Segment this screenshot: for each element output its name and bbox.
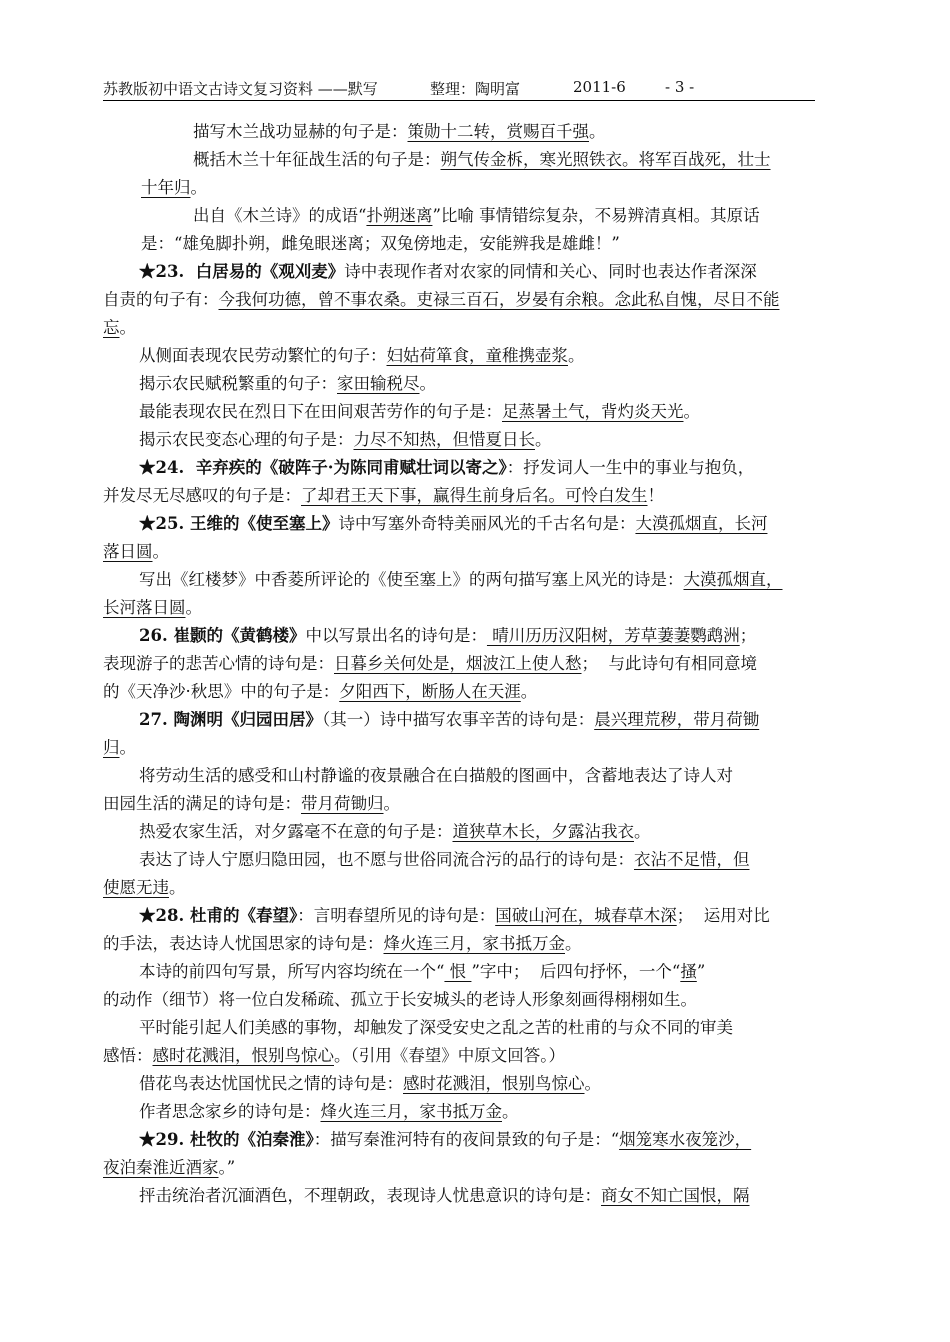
- prompt-text: ”: [696, 962, 706, 981]
- answer-text: 使愿无违: [103, 878, 169, 897]
- text-line: [103, 510, 851, 538]
- prompt-text: 表现游子的悲苦心情的诗句是：: [103, 654, 334, 673]
- prompt-text: 。: [520, 682, 538, 701]
- answer-text: 足蒸暑土气，背灼炎天光: [502, 402, 684, 421]
- header-editor: 整理：陶明富: [430, 80, 521, 98]
- prompt-text: 。: [584, 1074, 601, 1093]
- document-body: [103, 118, 851, 1210]
- answer-text: 烽火连三月，家书抵万金: [383, 934, 565, 953]
- prompt-text: 。: [419, 374, 436, 393]
- text-line: [103, 342, 851, 370]
- answer-text: 感时花溅泪，恨别鸟惊心: [152, 1046, 334, 1065]
- text-line: [103, 762, 851, 790]
- prompt-text: 诗中表现作者对农家的同情和关心、同时也表达作者深深: [344, 262, 757, 281]
- text-line: [103, 1182, 851, 1210]
- text-line: [103, 118, 851, 146]
- prompt-text: （其一）诗中描写农事辛苦的诗句是：: [321, 710, 595, 729]
- prompt-text: 揭示农民变态心理的句子是：: [139, 430, 354, 449]
- prompt-text: 中以写景出名的诗句是：: [305, 626, 487, 645]
- text-line: [103, 734, 851, 762]
- prompt-text: 。”: [218, 1158, 236, 1177]
- prompt-text: 平时能引起人们美感的事物，却触发了深受安史之乱之苦的杜甫的与众不同的审美: [139, 1018, 733, 1037]
- answer-text: 衣沾不足惜，但: [634, 850, 750, 869]
- answer-text: 夕阳西下，断肠人在天涯: [339, 682, 521, 701]
- prompt-text: 借花鸟表达忧国忧民之情的诗句是：: [139, 1074, 403, 1093]
- text-line: [103, 1070, 851, 1098]
- answer-text: 家田输税尽: [337, 374, 420, 393]
- header-title: 苏教版初中语文古诗文复习资料 ——默写: [103, 80, 378, 98]
- prompt-text: 的手法，表达诗人忧国思家的诗句是：: [103, 934, 384, 953]
- prompt-text: ：抒发词人一生中的事业与抱负，: [506, 458, 755, 477]
- answer-text: 烟笼寒水夜笼沙，: [619, 1130, 752, 1149]
- prompt-text: ：描写秦淮河特有的夜间景致的句子是：“: [313, 1130, 620, 1149]
- prompt-text: ：言明春望所见的诗句是：: [297, 906, 496, 925]
- prompt-text: 将劳动生活的感受和山村静谧的夜景融合在白描般的图画中，含蓄地表达了诗人对: [139, 766, 733, 785]
- prompt-text: 本诗的前四句写景，所写内容均统在一个“: [139, 962, 445, 981]
- answer-text: 商女不知亡国恨，隔: [601, 1186, 750, 1205]
- prompt-text: 感悟：: [103, 1046, 153, 1065]
- answer-text: 力尽不知热，但惜夏日长: [353, 430, 535, 449]
- text-line: [103, 398, 851, 426]
- prompt-text: 。: [502, 1102, 519, 1121]
- answer-text: 今我何功德，曾不事农桑。吏禄三百石，岁晏有余粮。念此私自愧，尽日不能: [218, 290, 780, 309]
- text-line: [103, 706, 851, 734]
- answer-text: 夜泊秦淮近酒家: [103, 1158, 219, 1177]
- answer-text: 忘: [103, 318, 120, 337]
- prompt-text: 热爱农家生活，对夕露毫不在意的句子是：: [139, 822, 453, 841]
- text-line: [103, 1042, 851, 1070]
- prompt-text: 田园生活的满足的诗句是：: [103, 794, 301, 813]
- answer-text: 晨兴理荒秽，带月荷锄: [594, 710, 760, 729]
- prompt-text: ； 与此诗句有相同意境: [581, 654, 757, 673]
- prompt-text: 。（引用《春望》中原文回答。）: [334, 1046, 565, 1065]
- prompt-text: 作者思念家乡的诗句是：: [139, 1102, 321, 1121]
- prompt-text: 。: [568, 346, 585, 365]
- text-line: [103, 790, 851, 818]
- answer-text: 归: [103, 738, 120, 757]
- answer-text: 策勋十二转，赏赐百千强: [407, 122, 589, 141]
- answer-text: 搔: [680, 962, 697, 981]
- answer-text: 扑朔迷离: [366, 206, 433, 225]
- text-line: [103, 566, 851, 594]
- answer-text: 感时花溅泪，恨别鸟惊心: [403, 1074, 585, 1093]
- item-heading: ★25. 王维的《使至塞上》: [139, 514, 339, 533]
- answer-text: 日暮乡关何处是，烟波江上使人愁: [334, 654, 582, 673]
- text-line: [103, 314, 851, 342]
- prompt-text: ！: [647, 486, 664, 505]
- answer-text: 恨: [444, 962, 472, 981]
- header-date: 2011-6: [573, 78, 626, 96]
- answer-text: 妇姑荷箪食，童稚携壶浆: [386, 346, 568, 365]
- answer-text: 朔气传金柝，寒光照铁衣。将军百战死，壮士: [440, 150, 771, 169]
- prompt-text: 。: [565, 934, 582, 953]
- text-line: [103, 230, 851, 258]
- text-line: [103, 258, 851, 286]
- prompt-text: 是：“雄兔脚扑朔，雌兔眼迷离；双兔傍地走，安能辨我是雄雌！”: [141, 234, 620, 253]
- item-heading: ★29. 杜牧的《泊秦淮》: [139, 1130, 314, 1149]
- text-line: [103, 986, 851, 1014]
- prompt-text: 概括木兰十年征战生活的句子是：: [193, 150, 441, 169]
- answer-text: 烽火连三月，家书抵万金: [320, 1102, 502, 1121]
- answer-text: 道狭草木长，夕露沾我衣: [452, 822, 634, 841]
- prompt-text: 。: [169, 878, 186, 897]
- text-line: [103, 370, 851, 398]
- item-heading: 27. 陶渊明《归园田居》: [139, 710, 322, 729]
- answer-text: 落日圆: [103, 542, 153, 561]
- page-header: [103, 78, 815, 101]
- text-line: [103, 650, 851, 678]
- item-heading: 26. 崔颢的《黄鹤楼》: [139, 626, 306, 645]
- prompt-text: 。: [185, 598, 202, 617]
- text-line: [103, 958, 851, 986]
- prompt-text: 最能表现农民在烈日下在田间艰苦劳作的句子是：: [139, 402, 502, 421]
- text-line: [103, 622, 851, 650]
- prompt-text: 。: [190, 178, 207, 197]
- prompt-text: ；: [739, 626, 757, 645]
- prompt-text: 描写木兰战功显赫的句子是：: [193, 122, 408, 141]
- text-line: [103, 930, 851, 958]
- header-page-number: - 3 -: [665, 78, 695, 96]
- text-line: [103, 426, 851, 454]
- text-line: [103, 594, 851, 622]
- text-line: [103, 846, 851, 874]
- text-line: [103, 1126, 851, 1154]
- text-line: [103, 482, 851, 510]
- answer-text: 长河落日圆: [103, 598, 186, 617]
- prompt-text: 。: [383, 794, 400, 813]
- answer-text: 了却君王天下事，赢得生前身后名。可怜白发生: [301, 486, 648, 505]
- answer-text: 大漠孤烟直，: [683, 570, 783, 589]
- prompt-text: 。: [119, 738, 136, 757]
- text-line: [103, 874, 851, 902]
- prompt-text: 抨击统治者沉湎酒色，不理朝政，表现诗人忧患意识的诗句是：: [139, 1186, 601, 1205]
- prompt-text: 的动作（细节）将一位白发稀疏、孤立于长安城头的老诗人形象刻画得栩栩如生。: [103, 990, 697, 1009]
- prompt-text: 写出《红楼梦》中香菱所评论的《使至塞上》的两句描写塞上风光的诗是：: [139, 570, 684, 589]
- text-line: [103, 202, 851, 230]
- prompt-text: 的《天净沙·秋思》中的句子是：: [103, 682, 340, 701]
- text-line: [103, 538, 851, 566]
- text-line: [103, 1154, 851, 1182]
- prompt-text: 揭示农民赋税繁重的句子：: [139, 374, 337, 393]
- prompt-text: 诗中写塞外奇特美丽风光的千古名句是：: [338, 514, 636, 533]
- item-heading: ★24. 辛弃疾的《破阵子·为陈同甫赋壮词以寄之》: [139, 458, 507, 477]
- prompt-text: 。: [152, 542, 169, 561]
- text-line: [103, 902, 851, 930]
- prompt-text: 。: [634, 822, 651, 841]
- prompt-text: 自责的句子有：: [103, 290, 219, 309]
- answer-text: 国破山河在，城春草木深: [495, 906, 677, 925]
- text-line: [103, 1098, 851, 1126]
- text-line: [103, 174, 851, 202]
- prompt-text: 从侧面表现农民劳动繁忙的句子：: [139, 346, 387, 365]
- text-line: [103, 146, 851, 174]
- prompt-text: 。: [119, 318, 136, 337]
- text-line: [103, 1014, 851, 1042]
- answer-text: 大漠孤烟直，长河: [635, 514, 768, 533]
- answer-text: 带月荷锄归: [301, 794, 384, 813]
- item-heading: ★23. 白居易的《观刈麦》: [139, 262, 345, 281]
- prompt-text: ”比喻 事情错综复杂，不易辨清真相。其原话: [432, 206, 760, 225]
- text-line: [103, 818, 851, 846]
- prompt-text: 。: [535, 430, 552, 449]
- text-line: [103, 286, 851, 314]
- item-heading: ★28. 杜甫的《春望》: [139, 906, 298, 925]
- prompt-text: 。: [683, 402, 700, 421]
- answer-text: 晴川历历汉阳树，芳草萋萋鹦鹉洲: [486, 626, 740, 645]
- prompt-text: 表达了诗人宁愿归隐田园，也不愿与世俗同流合污的品行的诗句是：: [139, 850, 634, 869]
- prompt-text: 出自《木兰诗》的成语“: [193, 206, 367, 225]
- text-line: [103, 454, 851, 482]
- answer-text: 十年归: [141, 178, 191, 197]
- prompt-text: 。: [589, 122, 606, 141]
- prompt-text: ； 运用对比: [676, 906, 770, 925]
- prompt-text: 并发尽无尽感叹的句子是：: [103, 486, 301, 505]
- text-line: [103, 678, 851, 706]
- prompt-text: ”字中； 后四句抒怀，一个“: [471, 962, 681, 981]
